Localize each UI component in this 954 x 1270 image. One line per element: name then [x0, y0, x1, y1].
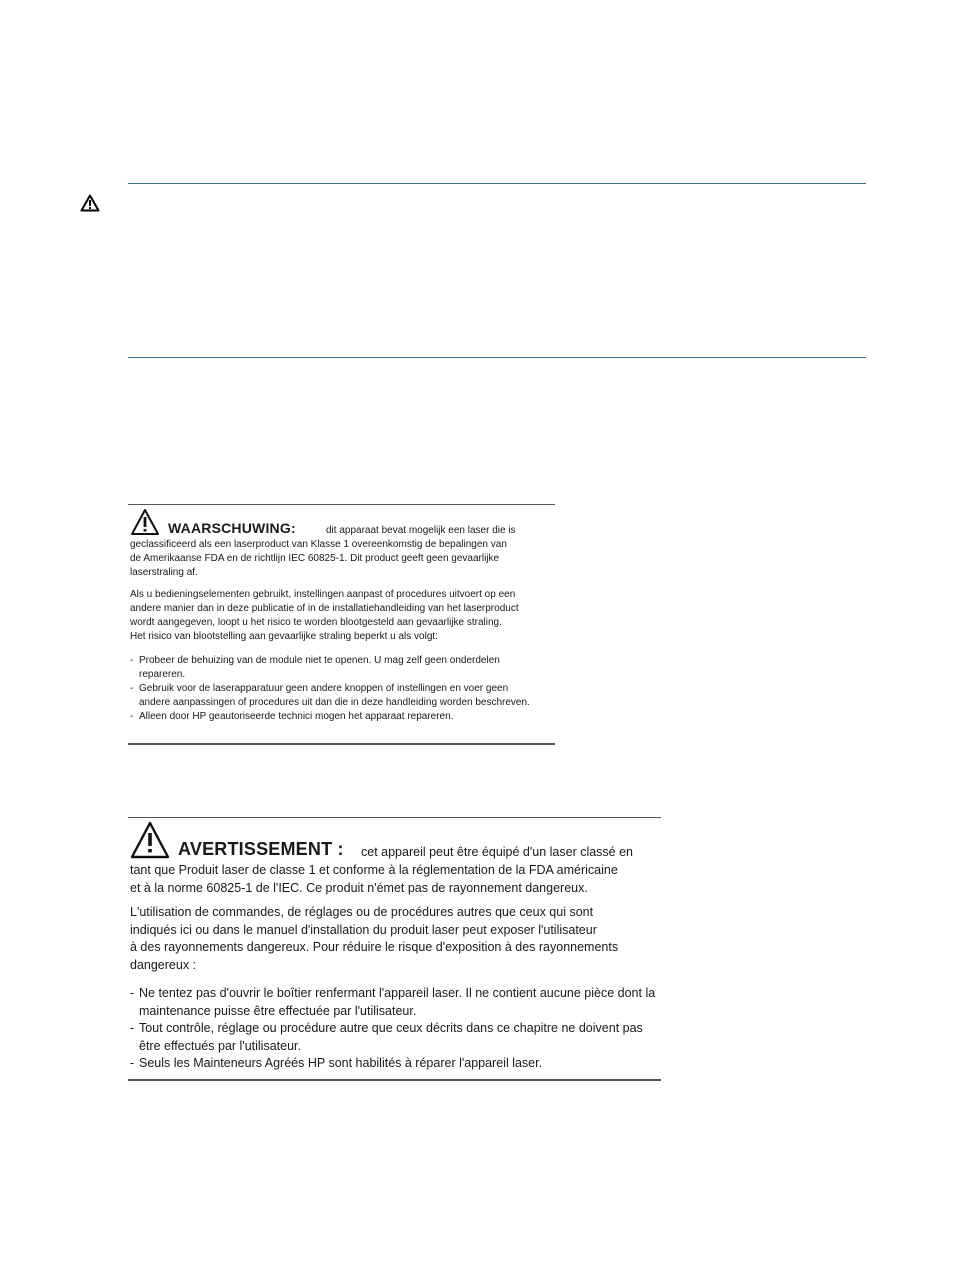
notice-paragraph: Als u bedieningselementen gebruikt, instellingen aanpast of procedures uitvoert op een andere manier dan in deze publicatie of in de installatiehandleiding van het laserproduct wordt aangegeven, loopt u het risico te worden blootgesteld aan gevaarlijke straling. Het risico van blootstelling aan gevaarlijke straling beperkt u als volgt: [130, 589, 519, 642]
list-item-text: Seuls les Mainteneurs Agréés HP sont habilités à réparer l'appareil laser. [139, 1056, 543, 1070]
laser-notice-dutch [128, 504, 556, 746]
bullet-dash: - [130, 655, 134, 666]
list-item [130, 985, 663, 1020]
list-item [130, 1020, 663, 1055]
bullet-dash: - [130, 1021, 135, 1035]
callout-bottom-rule [128, 357, 866, 358]
notice-heading: AVERTISSEMENT : [178, 839, 344, 859]
callout-top-rule [128, 183, 866, 184]
notice-intro: dit apparaat bevat mogelijk een laser die is [326, 525, 516, 536]
notice-bottom-rule [128, 1079, 661, 1081]
notice-heading: WAARSCHUWING: [168, 520, 296, 536]
bullet-dash: - [130, 986, 135, 1000]
list-item-text: Gebruik voor de laserapparatuur geen andere knoppen of instellingen en voer geen andere aanpassingen of procedures uit dan die in deze handleiding worden beschreven. [139, 683, 530, 708]
notice-top-rule [128, 504, 555, 505]
caution-triangle-icon [130, 508, 160, 536]
list-item-text: Tout contrôle, réglage ou procédure autre que ceux décrits dans ce chapitre ne doivent pas être effectués par l'utilisateur. [139, 1021, 643, 1053]
list-item-text: Probeer de behuizing van de module niet te openen. U mag zelf geen onderdelen repareren. [139, 655, 500, 680]
list-item [130, 654, 540, 682]
warning-triangle-icon [80, 194, 100, 212]
laser-notice-french [128, 817, 663, 1085]
notice-bottom-rule [128, 743, 555, 745]
notice-paragraph: tant que Produit laser de classe 1 et conforme à la réglementation de la FDA américaine et à la norme 60825-1 de l'IEC. Ce produit n'émet pas de rayonnement dangereux. [130, 863, 618, 895]
bullet-dash: - [130, 683, 134, 694]
list-item [130, 1055, 663, 1073]
notice-list [130, 985, 663, 1073]
list-item-text: Ne tentez pas d'ouvrir le boîtier renfermant l'appareil laser. Il ne contient aucune pièce dont la maintenance puisse être effectuée par l'utilisateur. [139, 986, 656, 1018]
notice-intro: cet appareil peut être équipé d'un laser classé en [361, 845, 634, 859]
list-item [130, 710, 540, 724]
notice-paragraph: geclassificeerd als een laserproduct van Klasse 1 overeenkomstig de bepalingen van de Amerikaanse FDA en de richtlijn IEC 60825-1. Dit product geeft geen gevaarlijke laserstraling af. [130, 539, 507, 578]
bullet-dash: - [130, 1056, 135, 1070]
caution-triangle-icon [130, 821, 170, 859]
list-item-text: Alleen door HP geautoriseerde technici mogen het apparaat repareren. [139, 711, 454, 722]
notice-list [130, 654, 540, 724]
list-item [130, 682, 540, 710]
notice-paragraph: L'utilisation de commandes, de réglages ou de procédures autres que ceux qui sont indiqués ici ou dans le manuel d'installation du produit laser peut exposer l'utilisateur à des rayonnements dangereux. Pour réduire le risque d'exposition à des rayonnements dangereux : [130, 905, 619, 972]
notice-top-rule [128, 817, 661, 818]
bullet-dash: - [130, 711, 134, 722]
